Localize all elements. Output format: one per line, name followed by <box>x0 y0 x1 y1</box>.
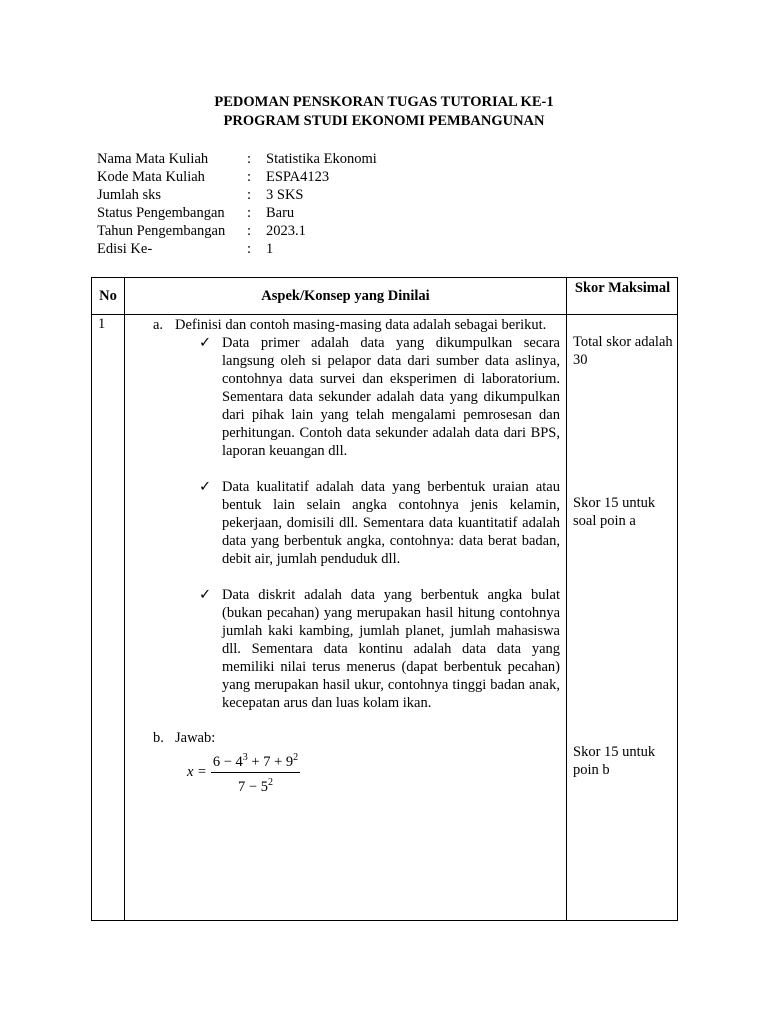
row-number: 1 <box>98 316 106 332</box>
item-marker: a. <box>153 317 164 333</box>
info-colon: : <box>247 187 252 203</box>
info-value: 1 <box>266 241 274 257</box>
info-colon: : <box>247 151 252 167</box>
formula-term: 6 − 4 <box>212 753 243 770</box>
formula-exponent: 2 <box>293 752 299 763</box>
formula-exponent: 2 <box>267 776 273 788</box>
item-marker: b. <box>153 730 164 746</box>
formula-exponent: 3 <box>242 752 248 763</box>
info-value: ESPA4123 <box>266 169 330 185</box>
formula <box>187 749 560 796</box>
info-label: Kode Mata Kuliah <box>97 169 205 185</box>
info-value: 2023.1 <box>266 223 306 239</box>
formula-term: 7 − 5 <box>238 778 268 795</box>
info-row-tahun <box>97 222 377 240</box>
check-item-kualitatif <box>199 478 560 568</box>
check-icon: ✓ <box>199 335 212 351</box>
item-b <box>153 729 560 747</box>
info-label: Status Pengembangan <box>97 205 225 221</box>
header-no: No <box>99 288 117 304</box>
check-item-diskrit <box>199 586 560 712</box>
formula-fraction <box>211 749 300 796</box>
header-aspek: Aspek/Konsep yang Dinilai <box>261 288 430 304</box>
item-text: Definisi dan contoh masing-masing data adalah sebagai berikut. <box>175 317 547 333</box>
course-info <box>97 150 377 258</box>
info-label: Edisi Ke- <box>97 241 153 257</box>
formula-lhs: x = <box>187 764 207 781</box>
formula-numerator <box>211 749 300 773</box>
table-divider <box>124 278 125 920</box>
check-item-primer <box>199 334 560 460</box>
check-text: Data diskrit adalah data yang berbentuk angka bulat (bukan pecahan) yang merupakan hasil hitung contohnya jumlah kaki kambing, jumlah planet, jumlah mahasiswa dll. Sementara data kontinu adalah data data yang memiliki nilai terus menerus (dapat berbentuk pecahan) yang merupakan hasil ukur, contohnya tinggi badan anak, kecepatan arus dan luas kolam ikan. <box>222 587 560 711</box>
table-divider <box>566 278 567 920</box>
check-icon: ✓ <box>199 479 212 495</box>
info-label: Tahun Pengembangan <box>97 223 226 239</box>
info-value: Baru <box>266 205 295 221</box>
info-colon: : <box>247 241 252 257</box>
info-row-status <box>97 204 377 222</box>
table-header-divider <box>92 314 677 315</box>
check-text: Data primer adalah data yang dikumpulkan secara langsung oleh si pelapor data dari sumber data aslinya, contohnya data survei dan eksperimen di laboratorium. Sementara data sekunder adalah data yang dikumpulkan dari pihak lain yang telah mengalami pemrosesan dan perhitungan. Contoh data sekunder adalah data dari BPS, laporan keuangan dll. <box>222 335 560 459</box>
doc-title-line2: PROGRAM STUDI EKONOMI PEMBANGUNAN <box>223 113 545 129</box>
skor-poin-a: Skor 15 untuk soal poin a <box>573 495 656 529</box>
header-skor: Skor Maksimal <box>574 280 671 296</box>
info-row-sks <box>97 186 377 204</box>
info-label: Jumlah sks <box>97 187 162 203</box>
info-colon: : <box>247 205 252 221</box>
doc-title-line1: PEDOMAN PENSKORAN TUGAS TUTORIAL KE-1 <box>214 94 554 110</box>
info-colon: : <box>247 169 252 185</box>
aspek-content <box>153 316 560 796</box>
formula-term: + 7 + 9 <box>247 753 294 770</box>
info-label: Nama Mata Kuliah <box>97 151 209 167</box>
scoring-table <box>91 277 678 921</box>
info-value: Statistika Ekonomi <box>266 151 377 167</box>
info-row-edisi <box>97 240 377 258</box>
check-icon: ✓ <box>199 587 212 603</box>
skor-poin-b: Skor 15 untuk poin b <box>573 744 656 778</box>
item-text: Jawab: <box>175 730 216 746</box>
info-colon: : <box>247 223 252 239</box>
check-text: Data kualitatif adalah data yang berbentuk uraian atau bentuk lain selain angka contohnya jenis kelamin, pekerjaan, domisili dll. Sementara data kuantitatif adalah data yang berbentuk angka, contohnya: data berat badan, debit air, jumlah penduduk dll. <box>222 479 560 567</box>
item-a <box>153 316 560 334</box>
formula-denominator <box>238 773 273 796</box>
info-value: 3 SKS <box>266 187 304 203</box>
skor-total: Total skor adalah 30 <box>573 334 673 368</box>
info-row-nama <box>97 150 377 168</box>
info-row-kode <box>97 168 377 186</box>
